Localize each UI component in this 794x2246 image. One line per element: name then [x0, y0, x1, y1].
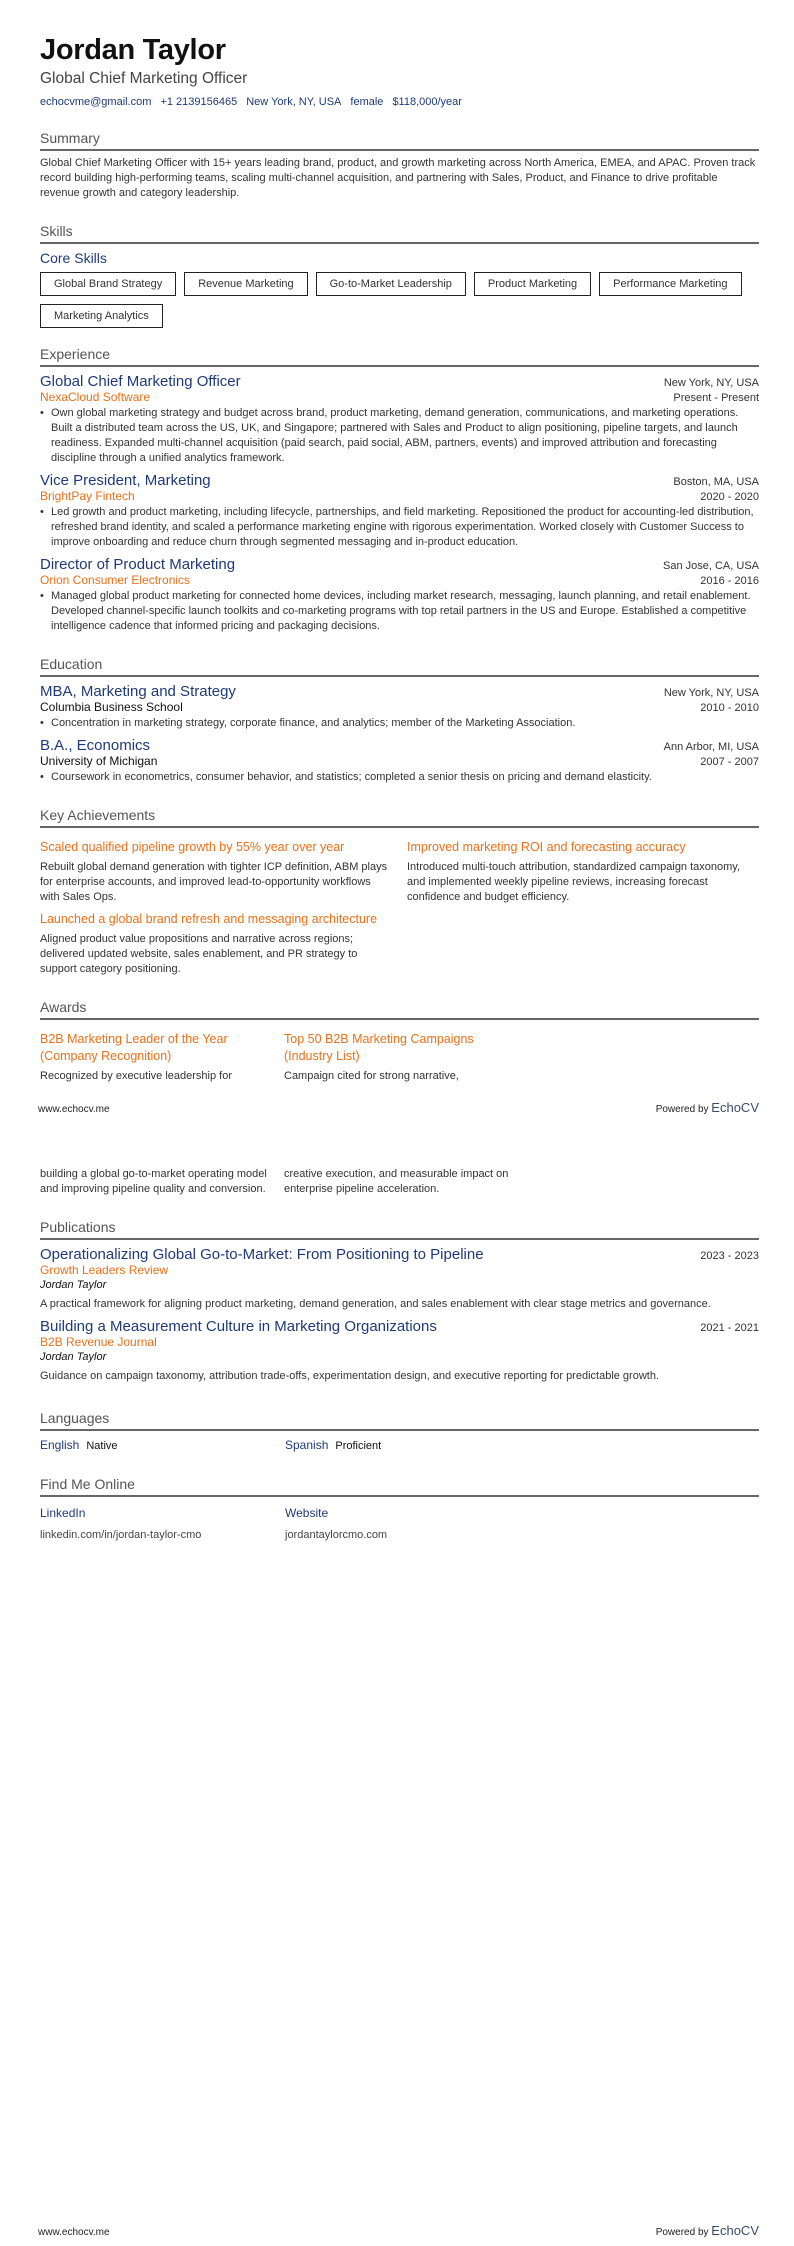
candidate-title: Global Chief Marketing Officer — [40, 70, 248, 87]
experience-section — [40, 346, 759, 634]
award-desc: building a global go-to-market operating model and improving pipeline quality and conversion. — [40, 1168, 267, 1195]
job-bullet: • Managed global product marketing for connected home devices, including market research, messaging, launch planning, and retail enablement. Developed channel-specific launch toolkits and co-marketing programs with top retail partners in the US and Europe. Established a competitive intelligence cadence that informed pricing and packaging decisions. — [40, 589, 759, 634]
company-name: NexaCloud Software — [40, 390, 151, 404]
skill-group-title: Core Skills — [40, 250, 107, 266]
email-link[interactable]: echocvme@gmail.com — [40, 96, 152, 108]
language-item — [285, 1436, 530, 1454]
education-bullet: • Coursework in econometrics, consumer behavior, and statistics; completed a senior thesis on pricing and demand elasticity. — [40, 770, 759, 785]
publication-desc: A practical framework for aligning product marketing, demand generation, and sales enablement with clear stage metrics and governance. — [40, 1298, 711, 1310]
online-item — [285, 1502, 530, 1541]
skills-section — [40, 223, 759, 328]
footer-powered-by — [656, 2223, 759, 2238]
language-level: Proficient — [335, 1440, 382, 1452]
contact-info — [40, 96, 759, 108]
achievements-section — [40, 807, 759, 977]
achievement-title: Improved marketing ROI and forecasting accuracy — [407, 840, 686, 854]
candidate-name: Jordan Taylor — [40, 34, 226, 66]
achievement-desc: Introduced multi-touch attribution, standardized campaign taxonomy, and implemented weekly pipeline reviews, increasing forecast confidence and budget efficiency. — [407, 861, 741, 903]
skill-chip: Global Brand Strategy — [40, 272, 176, 296]
phone: +1 2139156465 — [160, 96, 238, 108]
gender: female — [350, 96, 384, 108]
job-location: Boston, MA, USA — [673, 476, 759, 488]
summary-section — [40, 130, 759, 201]
achievement-item — [407, 833, 759, 905]
achievement-desc: Aligned product value propositions and narrative across regions; delivered updated website, sales enablement, and PR strategy to support category positioning. — [40, 933, 358, 975]
publication-author: Jordan Taylor — [40, 1351, 107, 1363]
degree: MBA, Marketing and Strategy — [40, 683, 236, 700]
language-level: Native — [86, 1440, 118, 1452]
resume-page-2 — [0, 1123, 794, 2246]
footer-site-link[interactable]: www.echocv.me — [38, 2227, 110, 2238]
education-entry — [40, 737, 759, 785]
section-heading: Languages — [40, 1410, 759, 1431]
language-name: English — [40, 1438, 80, 1452]
job-dates: 2016 - 2016 — [700, 575, 759, 587]
location: New York, NY, USA — [246, 96, 342, 108]
section-heading: Education — [40, 656, 759, 677]
school-location: New York, NY, USA — [663, 687, 759, 699]
school-name: University of Michigan — [40, 754, 158, 768]
school-name: Columbia Business School — [40, 700, 183, 714]
degree: B.A., Economics — [40, 737, 151, 754]
education-entry — [40, 683, 759, 731]
languages-section — [40, 1410, 759, 1454]
brand-logo: EchoCV — [711, 2223, 759, 2238]
job-bullet: • Led growth and product marketing, including lifecycle, partnerships, and field marketing. Repositioned the product for accounting-led distribution, refreshed brand identity, and scaled a performance marketing engine with rigorous experimentation. Worked closely with Customer Success to improve onboarding and reduce churn through segmented messaging and in-product education. — [40, 505, 759, 550]
job-dates: Present - Present — [673, 392, 759, 404]
experience-entry — [40, 472, 759, 550]
publication-dates: 2023 - 2023 — [700, 1250, 759, 1262]
publication-author: Jordan Taylor — [40, 1279, 107, 1291]
section-heading: Key Achievements — [40, 807, 759, 828]
language-name: Spanish — [285, 1438, 329, 1452]
powered-by-label: Powered by — [655, 1104, 709, 1115]
publication-title: Building a Measurement Culture in Marketing Organizations — [40, 1318, 437, 1335]
job-location: New York, NY, USA — [663, 377, 759, 389]
publication-desc: Guidance on campaign taxonomy, attribution trade-offs, experimentation design, and executive reporting for predictable growth. — [40, 1370, 660, 1382]
experience-entry — [40, 556, 759, 634]
section-heading: Skills — [40, 223, 759, 244]
award-title: Top 50 B2B Marketing Campaigns (Industry List) — [284, 1032, 474, 1063]
section-heading: Experience — [40, 346, 759, 367]
education-dates: 2010 - 2010 — [700, 702, 759, 714]
publication-title: Operationalizing Global Go-to-Market: From Positioning to Pipeline — [40, 1246, 484, 1263]
skill-chip: Marketing Analytics — [40, 304, 163, 328]
summary-text: Global Chief Marketing Officer with 15+ years leading brand, product, and growth marketing across North America, EMEA, and APAC. Proven track record building high-performing teams, scaling multi-channel acquisition, and partnering with Sales, Product, and Finance to drive profitable revenue growth and category leadership. — [40, 157, 756, 199]
footer-powered-by — [656, 1100, 759, 1115]
award-item — [40, 1025, 270, 1084]
online-label: LinkedIn — [40, 1506, 86, 1520]
education-section — [40, 656, 759, 785]
award-desc: creative execution, and measurable impact on enterprise pipeline acceleration. — [284, 1168, 509, 1195]
online-item — [40, 1502, 285, 1541]
achievement-item — [40, 833, 390, 905]
publication-dates: 2021 - 2021 — [700, 1322, 759, 1334]
website-link[interactable]: jordantaylorcmo.com — [285, 1529, 388, 1541]
achievement-item — [40, 905, 390, 977]
company-name: BrightPay Fintech — [40, 489, 135, 503]
skill-chip: Go-to-Market Leadership — [316, 272, 466, 296]
job-dates: 2020 - 2020 — [700, 491, 759, 503]
job-bullet: • Own global marketing strategy and budget across brand, product marketing, demand generation, communications, and marketing operations. Built a distributed team across the US, UK, and Singapore; partnered with Sales and Product to align positioning, pipeline targets, and launch readiness. Expanded multi-channel acquisition (paid search, paid social, ABM, partners, events) and improved attribution and forecasting discipline through a unified analytics framework. — [40, 406, 759, 466]
section-heading: Publications — [40, 1219, 759, 1240]
salary: $118,000/year — [392, 96, 462, 108]
school-location: Ann Arbor, MI, USA — [663, 741, 759, 753]
publication-entry — [40, 1318, 759, 1384]
award-title: B2B Marketing Leader of the Year (Company Recognition) — [40, 1032, 228, 1063]
award-item — [284, 1025, 514, 1084]
section-heading: Find Me Online — [40, 1476, 759, 1497]
publisher: Growth Leaders Review — [40, 1263, 169, 1277]
award-desc: Campaign cited for strong narrative, — [284, 1070, 459, 1082]
education-bullet: • Concentration in marketing strategy, corporate finance, and analytics; member of the Marketing Association. — [40, 716, 759, 731]
company-name: Orion Consumer Electronics — [40, 573, 191, 587]
achievement-desc: Rebuilt global demand generation with tighter ICP definition, ABM plays for enterprise accounts, and improved lead-to-opportunity workflows with Sales Ops. — [40, 861, 388, 903]
online-section — [40, 1476, 759, 1541]
section-heading: Awards — [40, 999, 759, 1020]
experience-entry — [40, 373, 759, 466]
online-label: Website — [285, 1506, 329, 1520]
language-item — [40, 1436, 285, 1454]
achievement-title: Launched a global brand refresh and messaging architecture — [40, 912, 378, 926]
achievement-title: Scaled qualified pipeline growth by 55% year over year — [40, 840, 345, 854]
page-footer — [38, 2223, 759, 2238]
education-dates: 2007 - 2007 — [700, 756, 759, 768]
awards-continued — [40, 1163, 759, 1197]
job-title: Director of Product Marketing — [40, 556, 236, 573]
linkedin-link[interactable]: linkedin.com/in/jordan-taylor-cmo — [40, 1529, 202, 1541]
skill-chip: Performance Marketing — [599, 272, 741, 296]
award-desc: Recognized by executive leadership for — [40, 1070, 233, 1082]
page-footer — [38, 1100, 759, 1115]
skill-chip: Revenue Marketing — [184, 272, 307, 296]
footer-site-link[interactable]: www.echocv.me — [38, 1104, 110, 1115]
awards-section — [40, 999, 759, 1084]
powered-by-label: Powered by — [655, 2227, 709, 2238]
brand-logo: EchoCV — [711, 1100, 759, 1115]
job-title: Global Chief Marketing Officer — [40, 373, 241, 390]
skill-chip: Product Marketing — [474, 272, 591, 296]
job-location: San Jose, CA, USA — [663, 560, 759, 572]
publications-section — [40, 1219, 759, 1384]
publication-entry — [40, 1246, 759, 1312]
publisher: B2B Revenue Journal — [40, 1335, 157, 1349]
section-heading: Summary — [40, 130, 759, 151]
job-title: Vice President, Marketing — [40, 472, 211, 489]
